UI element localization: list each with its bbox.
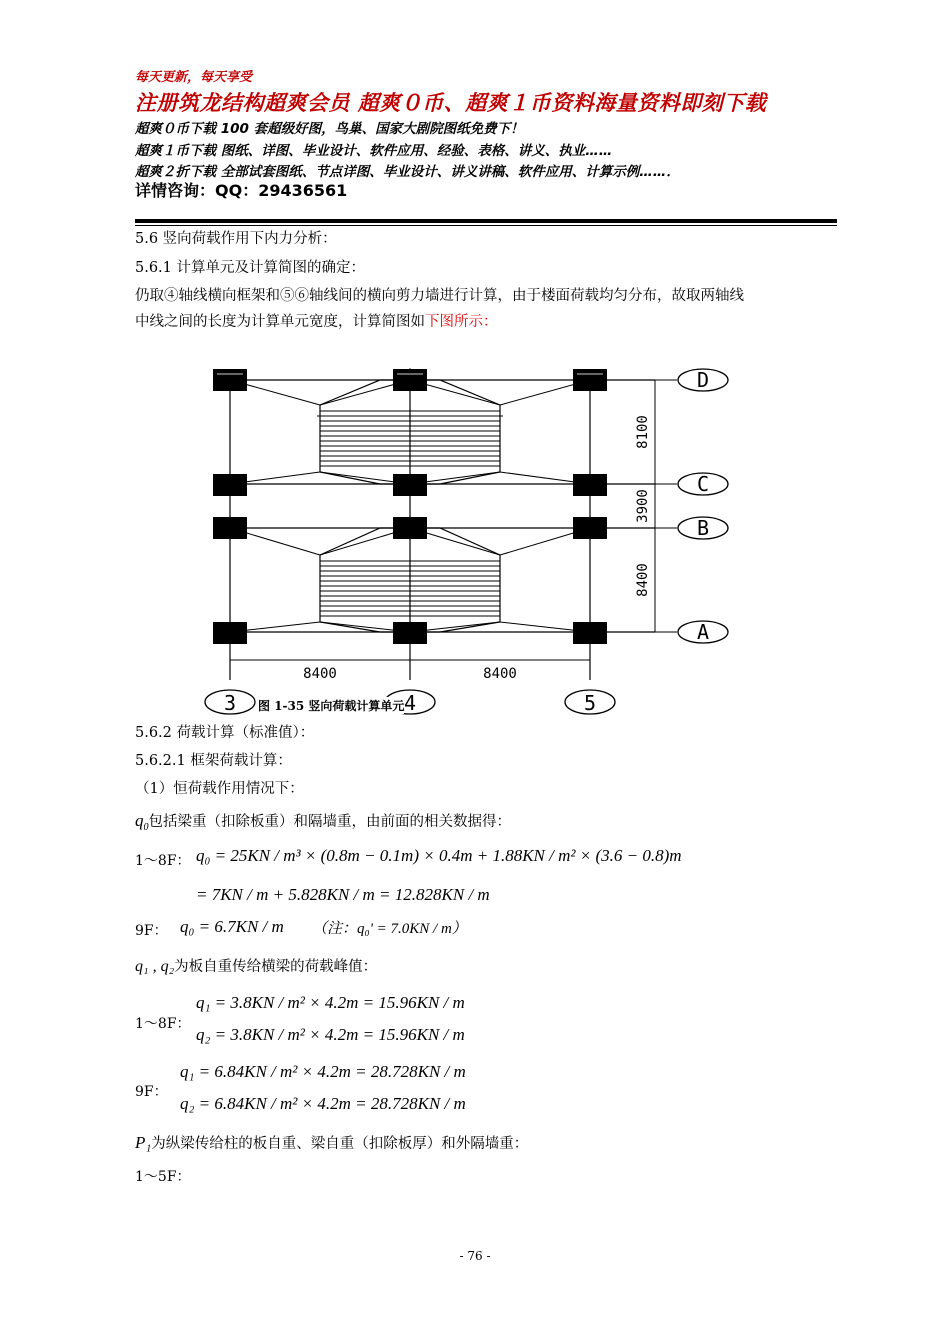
dimension-horizontal (230, 655, 590, 665)
section-heading: 5.6 竖向荷载作用下内力分析： (135, 231, 337, 247)
figure-reference-link: 下图所示： (425, 314, 498, 330)
q0-subscript: 0 (143, 821, 149, 833)
equation-q2-floors-1-8: q₂ = 3.8KN / m² × 4.2m = 15.96KN / m (196, 1025, 465, 1044)
axis-label-d: D (696, 368, 710, 392)
paragraph-text: 中线之间的长度为计算单元宽度，计算简图如 (135, 314, 425, 330)
structural-diagram (195, 360, 755, 722)
figure-caption: 图 1-35 竖向荷载计算单元 (258, 699, 405, 713)
ad-slogan: 每天更新，每天享受 (135, 70, 253, 85)
axis-label-4: 4 (403, 691, 417, 715)
q0-text: 包括梁重（扣除板重）和隔墙重，由前面的相关数据得： (148, 814, 511, 830)
q12-text: 为板自重传给横梁的荷载峰值： (174, 959, 378, 975)
ad-line-2: 超爽１币下载 图纸、详图、毕业设计、软件应用、经验、表格、讲义、执业…… (135, 143, 613, 159)
equation-q0-floors-1-8: q₀ = 25KN / m³ × (0.8m − 0.1m) × 0.4m + 1.88KN / m² × (3.6 − 0.8)m (196, 846, 682, 865)
label-1-5F: 1～5F： (135, 1169, 191, 1185)
label-1-8F: 1～8F： (135, 853, 191, 869)
header-rule-thick (135, 219, 837, 223)
frame-load-heading: 5.6.2.1 框架荷载计算： (135, 753, 292, 769)
equation-q0-floor-9: q₀ = 6.7KN / m (180, 917, 284, 936)
p1-description (135, 1134, 528, 1153)
p1-symbol: P₁ (135, 1133, 152, 1152)
axis-bubbles-letters (678, 369, 728, 643)
p1-text: 为纵梁传给柱的板自重、梁自重（扣除板厚）和外隔墙重： (151, 1136, 529, 1152)
q0-description (135, 812, 511, 837)
dimension-vertical (650, 380, 677, 632)
ad-line-3: 超爽２折下载 全部试套图纸、节点详图、毕业设计、讲义讲稿、软件应用、计算示例……． (135, 164, 680, 180)
axis-label-3: 3 (223, 691, 237, 715)
label-9F-q12: 9F： (135, 1084, 168, 1100)
beam-lines (230, 380, 655, 632)
equation-q0-note: （注：q₀' = 7.0KN / m） (312, 921, 467, 937)
ad-title: 注册筑龙结构超爽会员 超爽０币、超爽１币资料海量资料即刻下载 (135, 91, 767, 115)
axis-label-c: C (696, 472, 710, 496)
paragraph-line-1: 仍取④轴线横向框架和⑤⑥轴线间的横向剪力墙进行计算，由于楼面荷载均匀分布，故取两轴线 (135, 288, 744, 304)
dim-8400-right: 8400 (483, 666, 517, 682)
axis-label-a: A (696, 620, 710, 644)
axis-label-b: B (696, 516, 710, 540)
equation-q2-floor-9: q₂ = 6.84KN / m² × 4.2m = 28.728KN / m (180, 1094, 466, 1113)
sub-heading: 5.6.1 计算单元及计算简图的确定： (135, 260, 366, 276)
dim-8400-vertical: 8400 (635, 563, 651, 597)
label-9F: 9F： (135, 923, 168, 939)
axis-label-5: 5 (583, 691, 597, 715)
equation-q0-result: = 7KN / m + 5.828KN / m = 12.828KN / m (196, 885, 490, 904)
dim-8100: 8100 (635, 415, 651, 449)
equation-q1-floors-1-8: q₁ = 3.8KN / m² × 4.2m = 15.96KN / m (196, 993, 465, 1012)
dead-load-heading: （1）恒荷载作用情况下： (135, 781, 304, 797)
page-number: - 76 - (459, 1249, 491, 1263)
ad-contact: 详情咨询：QQ：29436561 (135, 181, 348, 200)
q12-description (135, 958, 377, 976)
equation-q1-floor-9: q₁ = 6.84KN / m² × 4.2m = 28.728KN / m (180, 1062, 466, 1081)
dim-8400-left: 8400 (303, 666, 337, 682)
dim-3900: 3900 (635, 489, 651, 523)
paragraph-line-2 (135, 313, 498, 331)
q0-symbol: q (135, 811, 144, 830)
q12-symbol: q₁ , q₂ (135, 958, 175, 975)
header-rule-thin (135, 225, 837, 226)
load-heading: 5.6.2 荷载计算（标准值）： (135, 725, 315, 741)
label-1-8F-q12: 1～8F： (135, 1016, 191, 1032)
ad-line-1: 超爽０币下载 100 套超级好图，鸟巢、国家大剧院图纸免费下！ (135, 121, 524, 137)
